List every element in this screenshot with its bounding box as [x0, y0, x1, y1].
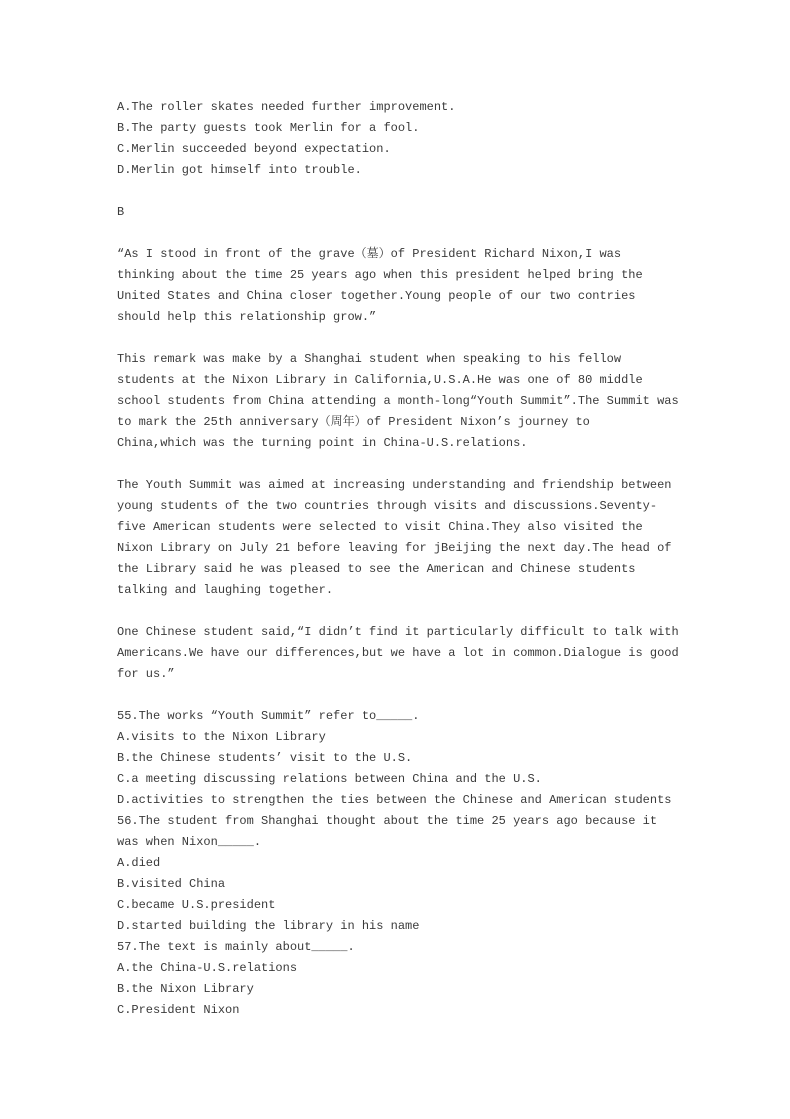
- passage-paragraph-4: [117, 622, 692, 685]
- passage-paragraph-3-line: five American students were selected to visit China.They also visited the: [117, 520, 643, 534]
- passage-paragraph-3-line: The Youth Summit was aimed at increasing understanding and friendship between: [117, 478, 672, 492]
- question-54-options-line: D.Merlin got himself into trouble.: [117, 163, 362, 177]
- passage-paragraph-4-line: Americans.We have our differences,but we have a lot in common.Dialogue is good: [117, 646, 679, 660]
- passage-paragraph-2-line: to mark the 25th anniversary（周年）of President Nixon’s journey to: [117, 415, 590, 429]
- question-56-line: 56.The student from Shanghai thought about the time 25 years ago because it: [117, 814, 658, 828]
- question-54-options-line: B.The party guests took Merlin for a fool.: [117, 121, 420, 135]
- question-57-line: B.the Nixon Library: [117, 982, 254, 996]
- question-55: [117, 706, 692, 811]
- passage-paragraph-4-line: One Chinese student said,“I didn’t find it particularly difficult to talk with: [117, 625, 679, 639]
- passage-paragraph-4-line: for us.”: [117, 667, 175, 681]
- question-56-line: D.started building the library in his name: [117, 919, 420, 933]
- question-54-options: [117, 97, 692, 181]
- passage-paragraph-3-line: young students of the two countries through visits and discussions.Seventy-: [117, 499, 658, 513]
- question-55-line: B.the Chinese students’ visit to the U.S.: [117, 751, 413, 765]
- question-56-line: C.became U.S.president: [117, 898, 276, 912]
- question-55-line: D.activities to strengthen the ties between the Chinese and American students: [117, 793, 672, 807]
- question-57-line: C.President Nixon: [117, 1003, 240, 1017]
- passage-paragraph-3-line: the Library said he was pleased to see the American and Chinese students: [117, 562, 636, 576]
- passage-paragraph-1-line: United States and China closer together.Young people of our two contries: [117, 289, 636, 303]
- passage-paragraph-2: [117, 349, 692, 454]
- passage-paragraph-2-line: students at the Nixon Library in California,U.S.A.He was one of 80 middle: [117, 373, 643, 387]
- question-56: [117, 811, 692, 937]
- passage-paragraph-1-line: should help this relationship grow.”: [117, 310, 377, 324]
- passage-paragraph-3-line: Nixon Library on July 21 before leaving for jBeijing the next day.The head of: [117, 541, 672, 555]
- passage-paragraph-2-line: school students from China attending a month-long“Youth Summit”.The Summit was: [117, 394, 679, 408]
- question-56-line: was when Nixon_____.: [117, 835, 262, 849]
- question-56-line: A.died: [117, 856, 161, 870]
- question-57-line: A.the China-U.S.relations: [117, 961, 298, 975]
- passage-paragraph-1: [117, 244, 692, 328]
- question-55-line: C.a meeting discussing relations between China and the U.S.: [117, 772, 542, 786]
- passage-b-label-line: B: [117, 205, 125, 219]
- passage-paragraph-1-line: “As I stood in front of the grave（墓）of President Richard Nixon,I was: [117, 247, 622, 261]
- passage-b-label: [117, 202, 692, 223]
- passage-paragraph-2-line: This remark was make by a Shanghai student when speaking to his fellow: [117, 352, 622, 366]
- question-55-line: A.visits to the Nixon Library: [117, 730, 326, 744]
- passage-paragraph-3-line: talking and laughing together.: [117, 583, 334, 597]
- passage-paragraph-2-line: China,which was the turning point in China-U.S.relations.: [117, 436, 528, 450]
- question-55-line: 55.The works “Youth Summit” refer to_____.: [117, 709, 420, 723]
- passage-paragraph-3: [117, 475, 692, 601]
- question-56-line: B.visited China: [117, 877, 226, 891]
- passage-paragraph-1-line: thinking about the time 25 years ago when this president helped bring the: [117, 268, 643, 282]
- question-57-line: 57.The text is mainly about_____.: [117, 940, 355, 954]
- document-content: [117, 97, 692, 1021]
- question-54-options-line: C.Merlin succeeded beyond expectation.: [117, 142, 391, 156]
- question-57: [117, 937, 692, 1021]
- question-54-options-line: A.The roller skates needed further improvement.: [117, 100, 456, 114]
